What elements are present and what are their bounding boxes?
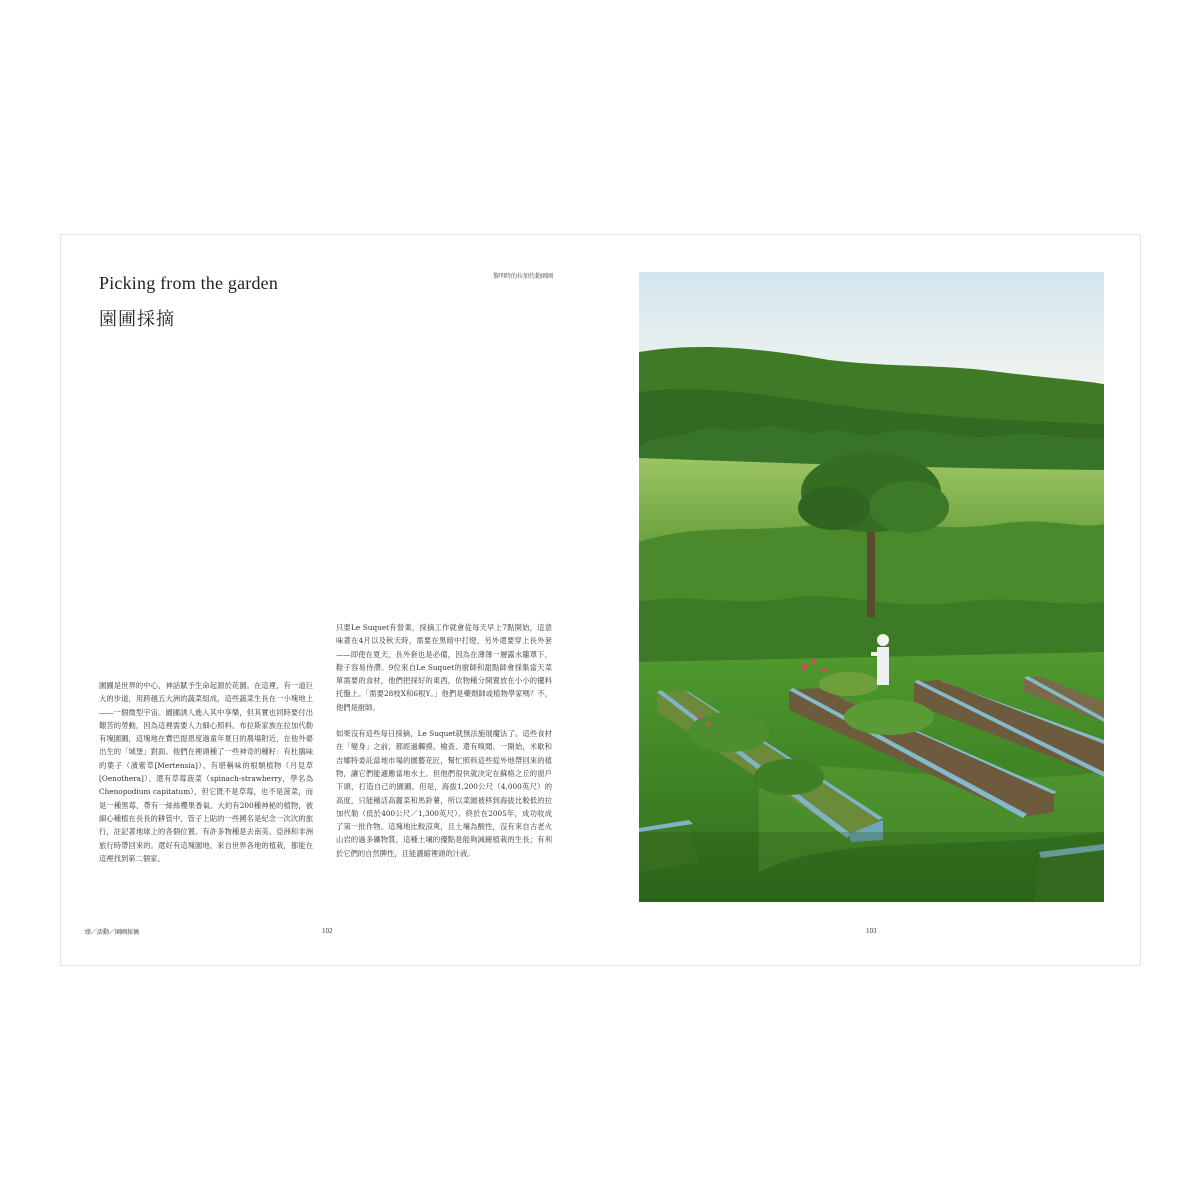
body-column-right bbox=[336, 621, 552, 860]
page-number-left: 102 bbox=[322, 927, 333, 935]
article-title-en: Picking from the garden bbox=[99, 273, 279, 293]
book-spread bbox=[60, 234, 1141, 966]
footer-section-label: 肆／活動／園圃採摘 bbox=[85, 929, 140, 936]
shadow-overlay bbox=[639, 832, 1104, 902]
body-paragraph: 園圃是世界的中心，神話賦予生命起源於花園。在這裡，有一道巨大的步道，用跨越五大洲的蔬菜組成，這些蔬菜生長在一小塊地上——一個微型宇宙。園圃誘人進入其中享樂，但其實也同時要付出艱苦的勞動，因為這裡需要人力細心照料。布拉斯家族在拉加代勒有塊園圃，這塊地在費巴提恩度過童年夏日的農場附近，在他外婆出生的「城堡」對面。他們在裡頭種了一些神奇的種籽：有杜鵑味的葉子（濱紫草[Mertensia]）、有堪稱味的根類植物（月見草[Oenothera]）、還有草莓菠菜（spinach-strawberry，學名為Chenopodium capitatum），但它既不是草莓，也不是菠菜，而是一種黑莓，帶有一絲絲櫻果香氣。大約有200種神秘的植物，被細心種植在長長的耕管中，管子上貼的一些國名是紀念一次次的旅行，註記著地球上的各個位置。有許多物種是去南美、亞洲和非洲旅行時帶回來的。還好有這塊園地，來自世界各地的植栽，都能在這裡找到第二個家。 bbox=[99, 681, 313, 863]
garden-photo bbox=[639, 272, 1104, 902]
running-head: 黎明時的拉加代勒園圃 bbox=[492, 273, 553, 280]
page-number-right: 103 bbox=[866, 927, 877, 935]
garden-photo-illustration bbox=[639, 272, 1104, 902]
body-column-left bbox=[99, 679, 313, 865]
body-paragraph: 只要Le Suquet有營業，採摘工作就會從每天早上7點開始，這意味著在4月以及秋天時，需要在黑暗中打燈，另外還要穿上長外套——即使在夏天，長外套也是必備，因為在薄薄一層露水籠罩下，鞋子容易侍滯。9位來自Le Suquet的廚師和甜點師會採集當天菜單需要的食材，他們把採好的東西，依物種分開置放在小小的擺料托盤上。「需要28枝X和6根Y。」他們是藥劑師或植物學家嗎？不，他們是廚師。 bbox=[336, 623, 552, 712]
body-paragraph: 如果沒有這些每日採摘，Le Suquet就無法施展魔法了。這些食材在「變身」之前，都經過觸摸、檢查、還有嗅聞。一開始，米歇和吉娜特委託當地市場的園藝花匠，幫忙照料這些從外地帶回來的植物，讓它們能適應當地水土。但他們很快就決定在蘇格之丘的窗戶下頭，打造自己的園圃。但是，海拔1,200公尺（4,000英尺）的高度，只能種活高麗菜和馬鈴薯，所以菜園被移到海拔比較低的拉加代勒（低於400公尺／1,300英尺）。終於在2005年，成功收成了第一批作物。這塊地比較涼爽，且土壤為酸性，沒有來自古老火山岩的過多礦物質，這種土壤的優點是能夠減緩植栽的生長；有利於它們的自然脾性，且能濃縮裡頭的汁液。 bbox=[336, 729, 552, 858]
article-title-zh: 園圃採摘 bbox=[99, 309, 175, 330]
